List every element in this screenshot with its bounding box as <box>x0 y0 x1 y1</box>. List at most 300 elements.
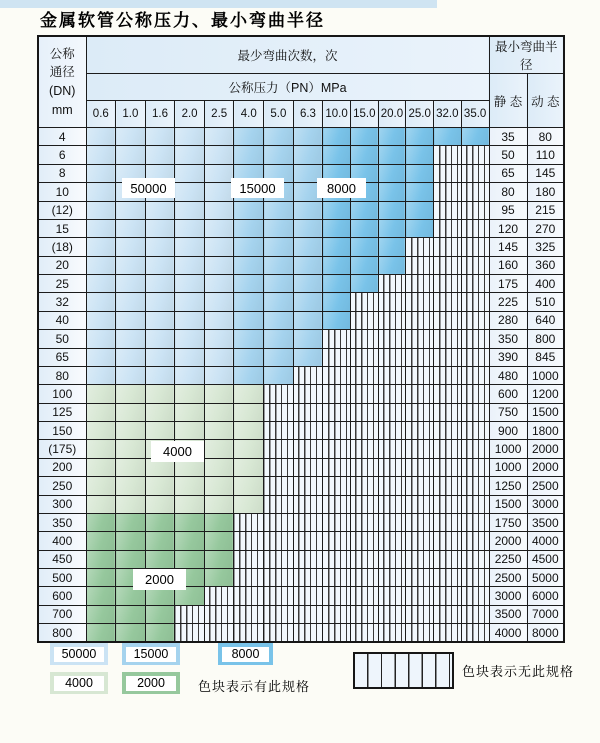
spec-cell <box>86 385 116 403</box>
legend-swatch-label: 15000 <box>126 647 176 662</box>
no-spec-cell <box>293 477 323 495</box>
legend-swatch-label: 50000 <box>54 647 104 662</box>
dn-cell: 80 <box>38 366 86 384</box>
zone-label-50000: 50000 <box>122 178 175 198</box>
no-spec-cell <box>434 164 462 182</box>
no-spec-cell <box>434 477 462 495</box>
no-spec-cell <box>434 550 462 568</box>
table-row <box>38 366 564 384</box>
no-spec-cell <box>350 495 378 513</box>
pressure-value-header: 10.0 <box>323 101 351 128</box>
dynamic-column-header: 动 态 <box>527 74 564 128</box>
spec-cell <box>406 128 434 146</box>
no-spec-cell <box>406 532 434 550</box>
dynamic-radius-cell: 2500 <box>527 477 564 495</box>
spec-cell <box>86 219 116 237</box>
table-row <box>38 183 564 201</box>
no-spec-cell <box>350 458 378 476</box>
static-radius-cell: 900 <box>489 422 527 440</box>
table-row <box>38 293 564 311</box>
pressure-value-header: 32.0 <box>434 101 462 128</box>
spec-cell <box>323 293 351 311</box>
no-spec-cell <box>406 348 434 366</box>
no-spec-cell <box>434 256 462 274</box>
spec-cell <box>175 146 205 164</box>
spec-cell <box>461 128 489 146</box>
no-spec-cell <box>264 587 294 605</box>
table-row <box>38 164 564 182</box>
no-spec-cell <box>264 458 294 476</box>
table-row <box>38 311 564 329</box>
no-spec-cell <box>406 403 434 421</box>
static-radius-cell: 175 <box>489 275 527 293</box>
dynamic-radius-cell: 1200 <box>527 385 564 403</box>
no-spec-cell <box>461 422 489 440</box>
no-spec-cell <box>264 403 294 421</box>
static-radius-cell: 95 <box>489 201 527 219</box>
no-spec-cell <box>264 513 294 531</box>
spec-cell <box>175 201 205 219</box>
spec-cell <box>350 201 378 219</box>
spec-cell <box>86 201 116 219</box>
spec-cell <box>86 569 116 587</box>
spec-cell <box>234 256 264 274</box>
no-spec-cell <box>264 422 294 440</box>
dn-cell: 800 <box>38 624 86 642</box>
no-spec-cell <box>461 293 489 311</box>
spec-cell <box>145 311 175 329</box>
spec-cell <box>406 183 434 201</box>
no-spec-cell <box>434 275 462 293</box>
no-spec-cell <box>378 495 406 513</box>
spec-cell <box>264 293 294 311</box>
spec-cell <box>204 422 234 440</box>
spec-cell <box>234 366 264 384</box>
spec-cell <box>116 422 146 440</box>
no-spec-cell <box>434 366 462 384</box>
no-spec-cell <box>350 422 378 440</box>
spec-cell <box>234 128 264 146</box>
no-spec-cell <box>350 385 378 403</box>
no-spec-cell <box>434 569 462 587</box>
static-radius-cell: 2250 <box>489 550 527 568</box>
no-spec-cell <box>461 183 489 201</box>
spec-cell <box>264 330 294 348</box>
spec-cell <box>378 164 406 182</box>
spec-cell <box>145 146 175 164</box>
no-spec-cell <box>461 348 489 366</box>
spec-cell <box>350 219 378 237</box>
spec-cell <box>86 605 116 623</box>
no-spec-cell <box>323 440 351 458</box>
spec-cell <box>264 366 294 384</box>
spec-cell <box>293 311 323 329</box>
table-row <box>38 422 564 440</box>
static-radius-cell: 4000 <box>489 624 527 642</box>
spec-cell <box>264 219 294 237</box>
dn-cell: 20 <box>38 256 86 274</box>
no-spec-cell <box>406 422 434 440</box>
spec-cell <box>175 311 205 329</box>
dynamic-radius-cell: 3000 <box>527 495 564 513</box>
spec-cell <box>175 513 205 531</box>
pressure-values-row <box>38 101 564 128</box>
no-spec-cell <box>378 605 406 623</box>
spec-cell <box>145 513 175 531</box>
spec-cell <box>116 403 146 421</box>
no-spec-cell <box>378 403 406 421</box>
spec-cell <box>434 128 462 146</box>
no-spec-cell <box>350 293 378 311</box>
dynamic-radius-cell: 4000 <box>527 532 564 550</box>
no-spec-cell <box>406 440 434 458</box>
spec-cell <box>145 256 175 274</box>
no-spec-cell <box>461 458 489 476</box>
spec-cell <box>204 219 234 237</box>
spec-cell <box>145 422 175 440</box>
dynamic-radius-cell: 6000 <box>527 587 564 605</box>
pressure-value-header: 5.0 <box>264 101 294 128</box>
no-spec-cell <box>378 513 406 531</box>
no-spec-cell <box>461 164 489 182</box>
no-spec-cell <box>293 458 323 476</box>
no-spec-cell <box>406 513 434 531</box>
spec-cell <box>323 219 351 237</box>
pressure-value-header: 15.0 <box>350 101 378 128</box>
spec-cell <box>116 146 146 164</box>
static-radius-cell: 2000 <box>489 532 527 550</box>
no-spec-cell <box>461 238 489 256</box>
no-spec-cell <box>461 550 489 568</box>
spec-cell <box>234 495 264 513</box>
no-spec-cell <box>434 532 462 550</box>
dn-cell: 150 <box>38 422 86 440</box>
no-spec-cell <box>234 605 264 623</box>
spec-cell <box>86 330 116 348</box>
spec-cell <box>175 238 205 256</box>
no-spec-cell <box>434 403 462 421</box>
corner-header-line: mm <box>51 102 73 117</box>
spec-cell <box>116 605 146 623</box>
table-row <box>38 238 564 256</box>
no-spec-cell <box>323 513 351 531</box>
legend-swatch-50000 <box>50 643 108 665</box>
spec-cell <box>145 293 175 311</box>
no-spec-cell <box>350 440 378 458</box>
spec-cell <box>145 550 175 568</box>
spec-cell <box>234 219 264 237</box>
dn-cell: 300 <box>38 495 86 513</box>
spec-cell <box>145 238 175 256</box>
spec-cell <box>145 605 175 623</box>
spec-cell <box>264 201 294 219</box>
no-spec-cell <box>323 385 351 403</box>
spec-cell <box>116 366 146 384</box>
spec-cell <box>204 238 234 256</box>
no-spec-cell <box>406 275 434 293</box>
spec-cell <box>406 146 434 164</box>
table-row <box>38 330 564 348</box>
no-spec-cell <box>264 440 294 458</box>
spec-cell <box>234 385 264 403</box>
spec-cell <box>234 311 264 329</box>
dynamic-radius-cell: 80 <box>527 128 564 146</box>
spec-cell <box>323 311 351 329</box>
spec-cell <box>350 128 378 146</box>
spec-cell <box>204 440 234 458</box>
spec-cell <box>86 146 116 164</box>
spec-cell <box>116 495 146 513</box>
no-spec-cell <box>378 624 406 642</box>
no-spec-cell <box>461 605 489 623</box>
static-radius-cell: 600 <box>489 385 527 403</box>
pressure-value-header: 35.0 <box>461 101 489 128</box>
no-spec-cell <box>264 477 294 495</box>
spec-cell <box>116 477 146 495</box>
no-spec-cell <box>293 366 323 384</box>
dn-cell: (18) <box>38 238 86 256</box>
no-spec-cell <box>264 550 294 568</box>
dn-cell: 10 <box>38 183 86 201</box>
no-spec-cell <box>378 569 406 587</box>
table-row <box>38 201 564 219</box>
no-spec-cell <box>293 385 323 403</box>
no-spec-cell <box>264 385 294 403</box>
no-spec-cell <box>323 477 351 495</box>
spec-cell <box>116 624 146 642</box>
pressure-value-header: 0.6 <box>86 101 116 128</box>
no-spec-cell <box>350 587 378 605</box>
spec-cell <box>323 275 351 293</box>
no-spec-cell <box>323 422 351 440</box>
spec-cell <box>293 219 323 237</box>
dynamic-radius-cell: 1800 <box>527 422 564 440</box>
no-spec-cell <box>434 513 462 531</box>
no-spec-cell <box>293 513 323 531</box>
dn-cell: 4 <box>38 128 86 146</box>
no-spec-cell <box>323 624 351 642</box>
static-radius-cell: 350 <box>489 330 527 348</box>
no-spec-cell <box>323 605 351 623</box>
spec-cell <box>86 495 116 513</box>
no-spec-cell <box>406 550 434 568</box>
no-spec-cell <box>293 440 323 458</box>
spec-cell <box>145 532 175 550</box>
spec-cell <box>145 219 175 237</box>
spec-cell <box>204 293 234 311</box>
table-row <box>38 146 564 164</box>
spec-cell <box>293 275 323 293</box>
spec-cell <box>175 477 205 495</box>
pressure-value-header: 1.6 <box>145 101 175 128</box>
no-spec-cell <box>461 569 489 587</box>
spec-cell <box>264 238 294 256</box>
dn-cell: 350 <box>38 513 86 531</box>
no-spec-cell <box>461 495 489 513</box>
no-spec-cell <box>234 513 264 531</box>
spec-cell <box>116 330 146 348</box>
dn-cell: 500 <box>38 569 86 587</box>
spec-cell <box>175 550 205 568</box>
no-spec-cell <box>378 477 406 495</box>
spec-cell <box>350 146 378 164</box>
dn-cell: 8 <box>38 164 86 182</box>
spec-cell <box>204 348 234 366</box>
no-spec-cell <box>434 385 462 403</box>
spec-cell <box>175 403 205 421</box>
no-spec-cell <box>323 366 351 384</box>
legend-swatch-15000 <box>122 643 180 665</box>
static-radius-cell: 35 <box>489 128 527 146</box>
no-spec-cell <box>461 477 489 495</box>
table-row <box>38 550 564 568</box>
spec-cell <box>145 128 175 146</box>
spec-cell <box>234 330 264 348</box>
no-spec-cell <box>406 293 434 311</box>
dn-cell: 250 <box>38 477 86 495</box>
no-spec-cell <box>378 311 406 329</box>
no-spec-cell <box>350 569 378 587</box>
table-row <box>38 256 564 274</box>
legend-has-spec-text: 色块表示有此规格 <box>198 679 311 694</box>
corner-header-line: (DN) <box>49 84 76 98</box>
no-spec-cell <box>378 458 406 476</box>
no-spec-cell <box>406 569 434 587</box>
dn-cell: 200 <box>38 458 86 476</box>
page-title: 金属软管公称压力、最小弯曲半径 <box>40 11 325 31</box>
spec-cell <box>234 403 264 421</box>
spec-cell <box>116 311 146 329</box>
spec-cell <box>86 183 116 201</box>
spec-cell <box>378 183 406 201</box>
no-spec-cell <box>323 348 351 366</box>
spec-cell <box>175 366 205 384</box>
spec-cell <box>204 146 234 164</box>
static-radius-cell: 2500 <box>489 569 527 587</box>
no-spec-cell <box>378 366 406 384</box>
spec-cell <box>86 532 116 550</box>
spec-cell <box>116 458 146 476</box>
dynamic-radius-cell: 8000 <box>527 624 564 642</box>
spec-cell <box>116 385 146 403</box>
spec-cell <box>175 422 205 440</box>
no-spec-cell <box>434 311 462 329</box>
spec-cell <box>86 458 116 476</box>
spec-table <box>37 35 565 643</box>
no-spec-cell <box>264 569 294 587</box>
static-radius-cell: 280 <box>489 311 527 329</box>
no-spec-cell <box>350 624 378 642</box>
spec-cell <box>293 348 323 366</box>
spec-cell <box>234 477 264 495</box>
no-spec-cell <box>461 311 489 329</box>
no-spec-cell <box>264 532 294 550</box>
static-column-header: 静 态 <box>489 74 527 128</box>
dynamic-radius-cell: 5000 <box>527 569 564 587</box>
no-spec-cell <box>406 624 434 642</box>
spec-cell <box>293 128 323 146</box>
spec-cell <box>264 128 294 146</box>
spec-cell <box>293 293 323 311</box>
corner-header-line: 公称 <box>49 46 75 61</box>
pressure-header: 公称压力（PN）MPa <box>86 74 489 101</box>
dynamic-radius-cell: 800 <box>527 330 564 348</box>
spec-cell <box>350 256 378 274</box>
dn-cell: 400 <box>38 532 86 550</box>
spec-cell <box>116 219 146 237</box>
legend-swatch-label: 2000 <box>126 676 176 691</box>
no-spec-cell <box>204 605 234 623</box>
spec-cell <box>86 128 116 146</box>
no-spec-cell <box>293 532 323 550</box>
spec-cell <box>204 128 234 146</box>
spec-cell <box>175 219 205 237</box>
spec-cell <box>116 532 146 550</box>
spec-cell <box>175 495 205 513</box>
spec-cell <box>116 513 146 531</box>
dynamic-radius-cell: 2000 <box>527 440 564 458</box>
no-spec-cell <box>434 293 462 311</box>
dynamic-radius-cell: 2000 <box>527 458 564 476</box>
no-spec-cell <box>350 403 378 421</box>
spec-cell <box>234 348 264 366</box>
static-radius-cell: 750 <box>489 403 527 421</box>
no-spec-cell <box>293 569 323 587</box>
no-spec-cell <box>234 569 264 587</box>
no-spec-cell <box>293 422 323 440</box>
spec-cell <box>116 128 146 146</box>
static-radius-cell: 65 <box>489 164 527 182</box>
dynamic-radius-cell: 3500 <box>527 513 564 531</box>
legend-no-spec-swatch <box>353 652 454 689</box>
spec-cell <box>86 348 116 366</box>
no-spec-cell <box>264 624 294 642</box>
no-spec-cell <box>406 311 434 329</box>
spec-cell <box>406 219 434 237</box>
no-spec-cell <box>234 532 264 550</box>
spec-cell <box>234 293 264 311</box>
spec-cell <box>86 440 116 458</box>
dn-cell: 125 <box>38 403 86 421</box>
no-spec-cell <box>293 605 323 623</box>
no-spec-cell <box>406 385 434 403</box>
no-spec-cell <box>350 550 378 568</box>
no-spec-cell <box>461 275 489 293</box>
static-radius-cell: 50 <box>489 146 527 164</box>
spec-cell <box>86 164 116 182</box>
no-spec-cell <box>350 513 378 531</box>
table-row <box>38 569 564 587</box>
no-spec-cell <box>323 550 351 568</box>
no-spec-cell <box>293 495 323 513</box>
pressure-value-header: 20.0 <box>378 101 406 128</box>
spec-cell <box>86 366 116 384</box>
no-spec-cell <box>323 587 351 605</box>
spec-cell <box>116 440 146 458</box>
spec-cell <box>175 128 205 146</box>
table-row <box>38 219 564 237</box>
no-spec-cell <box>406 495 434 513</box>
dynamic-radius-cell: 325 <box>527 238 564 256</box>
no-spec-cell <box>323 403 351 421</box>
no-spec-cell <box>293 587 323 605</box>
no-spec-cell <box>461 219 489 237</box>
spec-cell <box>145 495 175 513</box>
spec-cell <box>204 403 234 421</box>
spec-cell <box>323 146 351 164</box>
pressure-value-header: 2.5 <box>204 101 234 128</box>
bend-count-header: 最少弯曲次数，次 <box>86 36 489 74</box>
